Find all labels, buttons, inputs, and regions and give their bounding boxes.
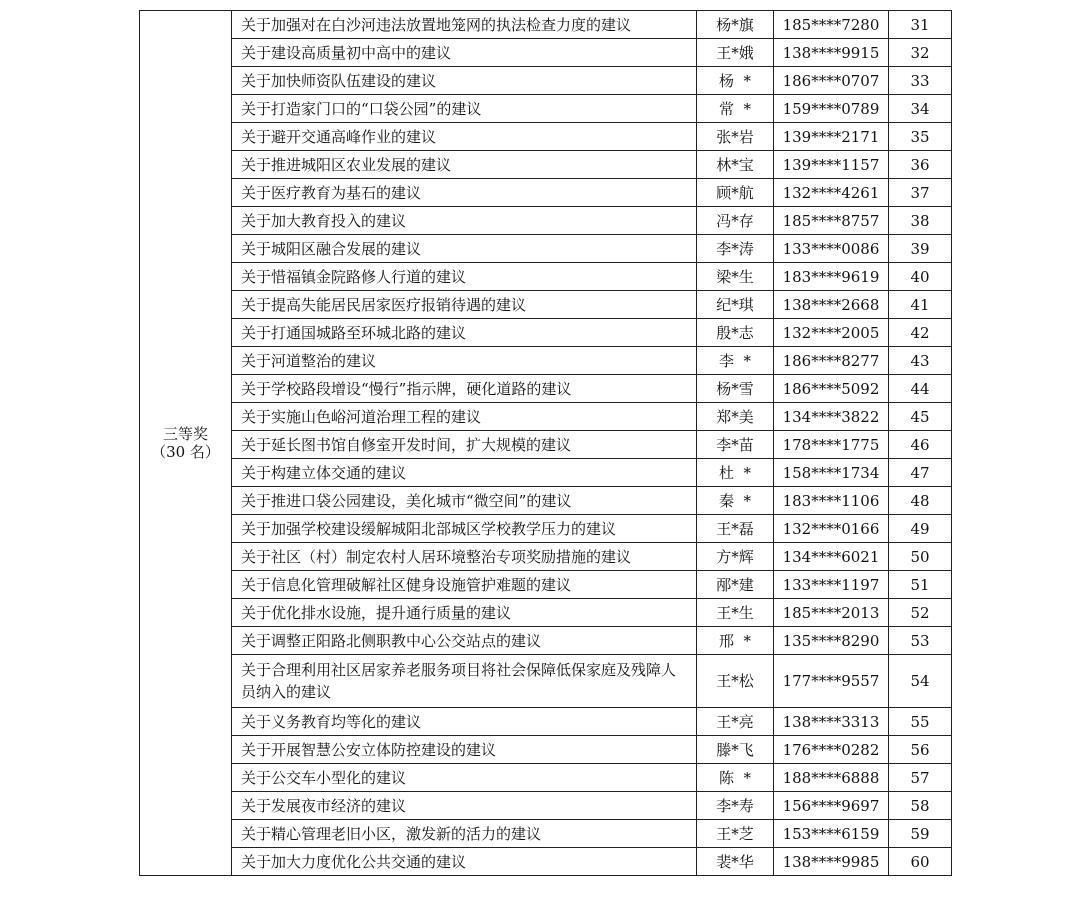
serial-number-cell: 50: [889, 543, 952, 571]
phone-number-cell: 138****2668: [774, 291, 889, 319]
proposal-title-cell: 关于社区（村）制定农村人居环境整治专项奖励措施的建议: [232, 543, 697, 571]
phone-number-cell: 134****3822: [774, 403, 889, 431]
phone-number-cell: 139****1157: [774, 151, 889, 179]
serial-number-cell: 60: [889, 848, 952, 876]
proposal-title-cell: 关于加强对在白沙河违法放置地笼网的执法检查力度的建议: [232, 11, 697, 39]
table-row: [140, 39, 952, 67]
phone-number-cell: 153****6159: [774, 820, 889, 848]
serial-number-cell: 34: [889, 95, 952, 123]
phone-number-cell: 138****3313: [774, 708, 889, 736]
phone-number-cell: 183****9619: [774, 263, 889, 291]
phone-number-cell: 177****9557: [774, 655, 889, 708]
serial-number-cell: 41: [889, 291, 952, 319]
proposer-name-cell: 王*松: [697, 655, 774, 708]
proposal-title-cell: 关于延长图书馆自修室开发时间，扩大规模的建议: [232, 431, 697, 459]
proposer-name-cell: 杜 *: [697, 459, 774, 487]
serial-number-cell: 51: [889, 571, 952, 599]
award-category-cell: [140, 11, 232, 876]
table-row: [140, 599, 952, 627]
proposer-name-cell: 李*涛: [697, 235, 774, 263]
proposal-title-cell: 关于推进口袋公园建设，美化城市“微空间”的建议: [232, 487, 697, 515]
proposal-title-cell: 关于实施山色峪河道治理工程的建议: [232, 403, 697, 431]
proposer-name-cell: 王*亮: [697, 708, 774, 736]
proposer-name-cell: 梁*生: [697, 263, 774, 291]
table-row: [140, 179, 952, 207]
phone-number-cell: 159****0789: [774, 95, 889, 123]
phone-number-cell: 185****2013: [774, 599, 889, 627]
proposer-name-cell: 殷*志: [697, 319, 774, 347]
award-category-name: 三等奖: [162, 425, 208, 443]
table-row: [140, 263, 952, 291]
table-row: [140, 235, 952, 263]
phone-number-cell: 185****8757: [774, 207, 889, 235]
proposal-title-cell: 关于加大教育投入的建议: [232, 207, 697, 235]
table-row: [140, 820, 952, 848]
proposal-title-cell: 关于打通国城路至环城北路的建议: [232, 319, 697, 347]
table-row: [140, 123, 952, 151]
proposer-name-cell: 杨 *: [697, 67, 774, 95]
serial-number-cell: 52: [889, 599, 952, 627]
phone-number-cell: 132****0166: [774, 515, 889, 543]
table-row: [140, 708, 952, 736]
proposer-name-cell: 顾*航: [697, 179, 774, 207]
serial-number-cell: 43: [889, 347, 952, 375]
table-row: [140, 571, 952, 599]
proposal-title-cell: 关于学校路段增设“慢行”指示牌，硬化道路的建议: [232, 375, 697, 403]
table-row: [140, 627, 952, 655]
phone-number-cell: 135****8290: [774, 627, 889, 655]
proposal-title-cell: 关于建设高质量初中高中的建议: [232, 39, 697, 67]
proposer-name-cell: 王*娥: [697, 39, 774, 67]
proposal-title-cell: 关于惜福镇金院路修人行道的建议: [232, 263, 697, 291]
table-row: [140, 67, 952, 95]
phone-number-cell: 134****6021: [774, 543, 889, 571]
serial-number-cell: 42: [889, 319, 952, 347]
proposal-title-cell: 关于城阳区融合发展的建议: [232, 235, 697, 263]
proposal-title-cell: 关于河道整治的建议: [232, 347, 697, 375]
serial-number-cell: 48: [889, 487, 952, 515]
proposer-name-cell: 王*生: [697, 599, 774, 627]
phone-number-cell: 133****1197: [774, 571, 889, 599]
table-row: [140, 375, 952, 403]
phone-number-cell: 178****1775: [774, 431, 889, 459]
phone-number-cell: 138****9985: [774, 848, 889, 876]
table-row: [140, 792, 952, 820]
proposer-name-cell: 林*宝: [697, 151, 774, 179]
proposal-title-cell: 关于义务教育均等化的建议: [232, 708, 697, 736]
proposal-title-cell: 关于发展夜市经济的建议: [232, 792, 697, 820]
serial-number-cell: 55: [889, 708, 952, 736]
table-row: [140, 487, 952, 515]
proposal-title-cell: 关于开展智慧公安立体防控建设的建议: [232, 736, 697, 764]
proposal-title-cell: 关于提高失能居民居家医疗报销待遇的建议: [232, 291, 697, 319]
proposer-name-cell: 纪*琪: [697, 291, 774, 319]
serial-number-cell: 57: [889, 764, 952, 792]
serial-number-cell: 36: [889, 151, 952, 179]
proposer-name-cell: 滕*飞: [697, 736, 774, 764]
table-row: [140, 207, 952, 235]
phone-number-cell: 138****9915: [774, 39, 889, 67]
phone-number-cell: 132****2005: [774, 319, 889, 347]
serial-number-cell: 46: [889, 431, 952, 459]
phone-number-cell: 158****1734: [774, 459, 889, 487]
serial-number-cell: 37: [889, 179, 952, 207]
proposer-name-cell: 王*芝: [697, 820, 774, 848]
serial-number-cell: 58: [889, 792, 952, 820]
table-row: [140, 459, 952, 487]
proposal-title-cell: 关于打造家门口的“口袋公园”的建议: [232, 95, 697, 123]
serial-number-cell: 44: [889, 375, 952, 403]
proposer-name-cell: 杨*雪: [697, 375, 774, 403]
table-row: [140, 736, 952, 764]
table-row: [140, 11, 952, 39]
phone-number-cell: 183****1106: [774, 487, 889, 515]
proposer-name-cell: 裴*华: [697, 848, 774, 876]
proposal-title-cell: 关于推进城阳区农业发展的建议: [232, 151, 697, 179]
serial-number-cell: 59: [889, 820, 952, 848]
proposal-title-cell: 关于加强学校建设缓解城阳北部城区学校教学压力的建议: [232, 515, 697, 543]
phone-number-cell: 186****5092: [774, 375, 889, 403]
phone-number-cell: 132****4261: [774, 179, 889, 207]
serial-number-cell: 33: [889, 67, 952, 95]
table-row: [140, 764, 952, 792]
awards-table: [139, 10, 952, 876]
phone-number-cell: 186****8277: [774, 347, 889, 375]
proposal-title-cell: 关于构建立体交通的建议: [232, 459, 697, 487]
proposer-name-cell: 张*岩: [697, 123, 774, 151]
serial-number-cell: 38: [889, 207, 952, 235]
serial-number-cell: 40: [889, 263, 952, 291]
serial-number-cell: 53: [889, 627, 952, 655]
proposal-title-cell: 关于加快师资队伍建设的建议: [232, 67, 697, 95]
proposer-name-cell: 郑*美: [697, 403, 774, 431]
proposer-name-cell: 冯*存: [697, 207, 774, 235]
serial-number-cell: 54: [889, 655, 952, 708]
proposal-title-cell: 关于信息化管理破解社区健身设施管护难题的建议: [232, 571, 697, 599]
table-row: [140, 543, 952, 571]
table-row: [140, 655, 952, 708]
table-row: [140, 403, 952, 431]
serial-number-cell: 31: [889, 11, 952, 39]
proposal-title-cell: 关于加大力度优化公共交通的建议: [232, 848, 697, 876]
serial-number-cell: 49: [889, 515, 952, 543]
table-row: [140, 95, 952, 123]
proposal-title-cell: 关于避开交通高峰作业的建议: [232, 123, 697, 151]
serial-number-cell: 32: [889, 39, 952, 67]
proposal-title-cell: 关于优化排水设施，提升通行质量的建议: [232, 599, 697, 627]
table-row: [140, 291, 952, 319]
table-row: [140, 319, 952, 347]
table-row: [140, 515, 952, 543]
serial-number-cell: 39: [889, 235, 952, 263]
serial-number-cell: 35: [889, 123, 952, 151]
proposer-name-cell: 方*辉: [697, 543, 774, 571]
table-row: [140, 347, 952, 375]
phone-number-cell: 176****0282: [774, 736, 889, 764]
table-row: [140, 848, 952, 876]
proposal-title-cell: 关于精心管理老旧小区，激发新的活力的建议: [232, 820, 697, 848]
phone-number-cell: 156****9697: [774, 792, 889, 820]
phone-number-cell: 188****6888: [774, 764, 889, 792]
table-row: [140, 431, 952, 459]
table-row: [140, 151, 952, 179]
proposer-name-cell: 王*磊: [697, 515, 774, 543]
phone-number-cell: 186****0707: [774, 67, 889, 95]
serial-number-cell: 56: [889, 736, 952, 764]
serial-number-cell: 47: [889, 459, 952, 487]
serial-number-cell: 45: [889, 403, 952, 431]
proposal-title-cell: 关于合理利用社区居家养老服务项目将社会保障低保家庭及残障人员纳入的建议: [232, 655, 697, 708]
proposal-title-cell: 关于公交车小型化的建议: [232, 764, 697, 792]
proposer-name-cell: 秦 *: [697, 487, 774, 515]
awards-table-body: [140, 11, 952, 876]
award-category-count: （30 名）: [151, 443, 220, 461]
phone-number-cell: 185****7280: [774, 11, 889, 39]
proposer-name-cell: 杨*旗: [697, 11, 774, 39]
proposer-name-cell: 邴*建: [697, 571, 774, 599]
proposal-title-cell: 关于医疗教育为基石的建议: [232, 179, 697, 207]
phone-number-cell: 139****2171: [774, 123, 889, 151]
proposer-name-cell: 邢 *: [697, 627, 774, 655]
proposer-name-cell: 李*寿: [697, 792, 774, 820]
proposer-name-cell: 陈 *: [697, 764, 774, 792]
proposal-title-cell: 关于调整正阳路北侧职教中心公交站点的建议: [232, 627, 697, 655]
proposer-name-cell: 李 *: [697, 347, 774, 375]
proposer-name-cell: 李*苗: [697, 431, 774, 459]
proposer-name-cell: 常 *: [697, 95, 774, 123]
phone-number-cell: 133****0086: [774, 235, 889, 263]
